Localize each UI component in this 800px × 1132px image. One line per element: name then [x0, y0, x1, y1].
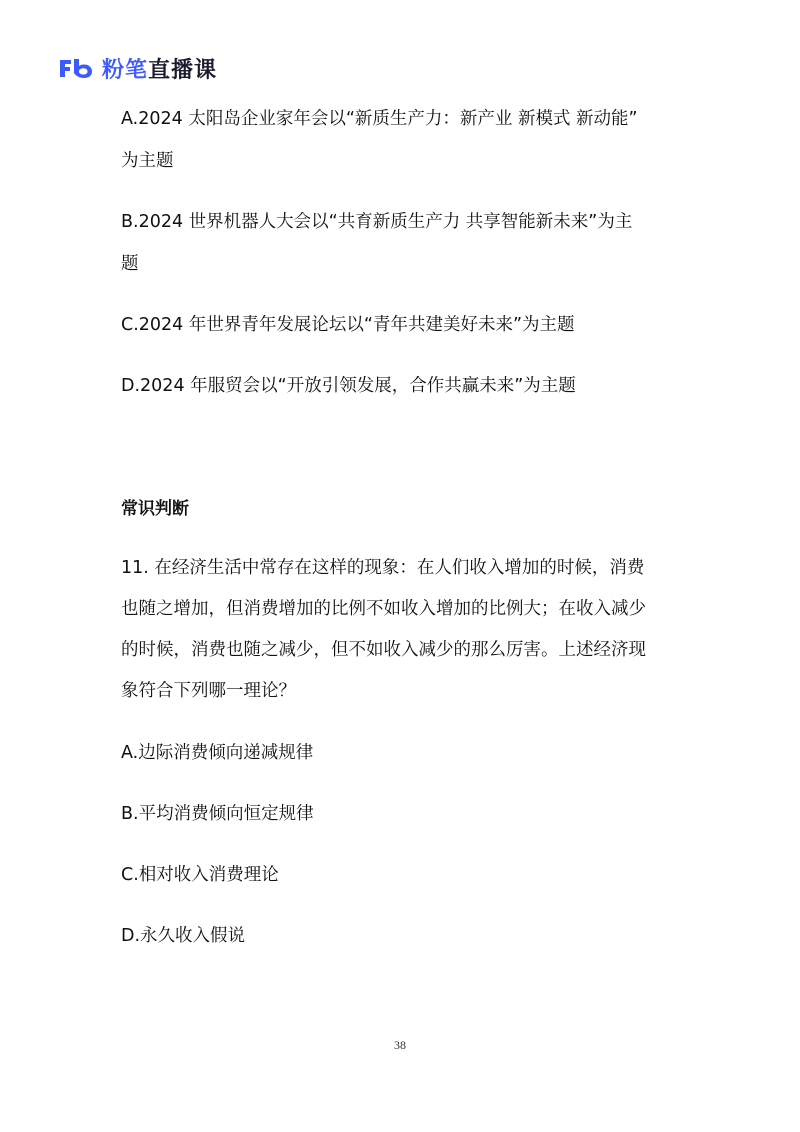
question-line: 也随之增加，但消费增加的比例不如收入增加的比例大；在收入减少 — [121, 599, 646, 619]
fenbi-logo-icon — [58, 57, 94, 79]
option-a-line2: 为主题 — [121, 151, 174, 171]
answer-option-b: B.平均消费倾向恒定规律 — [121, 804, 314, 824]
option-a-line1: A.2024 太阳岛企业家年会以“新质生产力：新产业 新模式 新动能” — [121, 109, 638, 129]
section-title: 常识判断 — [121, 499, 189, 519]
brand-name — [102, 53, 217, 84]
option-b-line1: B.2024 世界机器人大会以“共育新质生产力 共享智能新未来”为主 — [121, 212, 633, 232]
question-line: 11. 在经济生活中常存在这样的现象：在人们收入增加的时候，消费 — [121, 558, 645, 578]
brand-name-part2: 直播课 — [148, 57, 218, 83]
page-number: 38 — [394, 1038, 406, 1052]
answer-option-a: A.边际消费倾向递减规律 — [121, 743, 314, 763]
option-b-line2: 题 — [121, 254, 139, 274]
answer-option-c: C.相对收入消费理论 — [121, 865, 279, 885]
question-line: 的时候，消费也随之减少，但不如收入减少的那么厉害。上述经济现 — [121, 640, 646, 660]
option-d-line1: D.2024 年服贸会以“开放引领发展，合作共赢未来”为主题 — [121, 376, 576, 396]
page-header — [58, 52, 217, 84]
question-line: 象符合下列哪一理论？ — [121, 681, 296, 701]
brand-name-part1: 粉笔 — [102, 57, 149, 83]
answer-option-d: D.永久收入假说 — [121, 926, 246, 946]
option-c-line1: C.2024 年世界青年发展论坛以“青年共建美好未来”为主题 — [121, 315, 575, 335]
